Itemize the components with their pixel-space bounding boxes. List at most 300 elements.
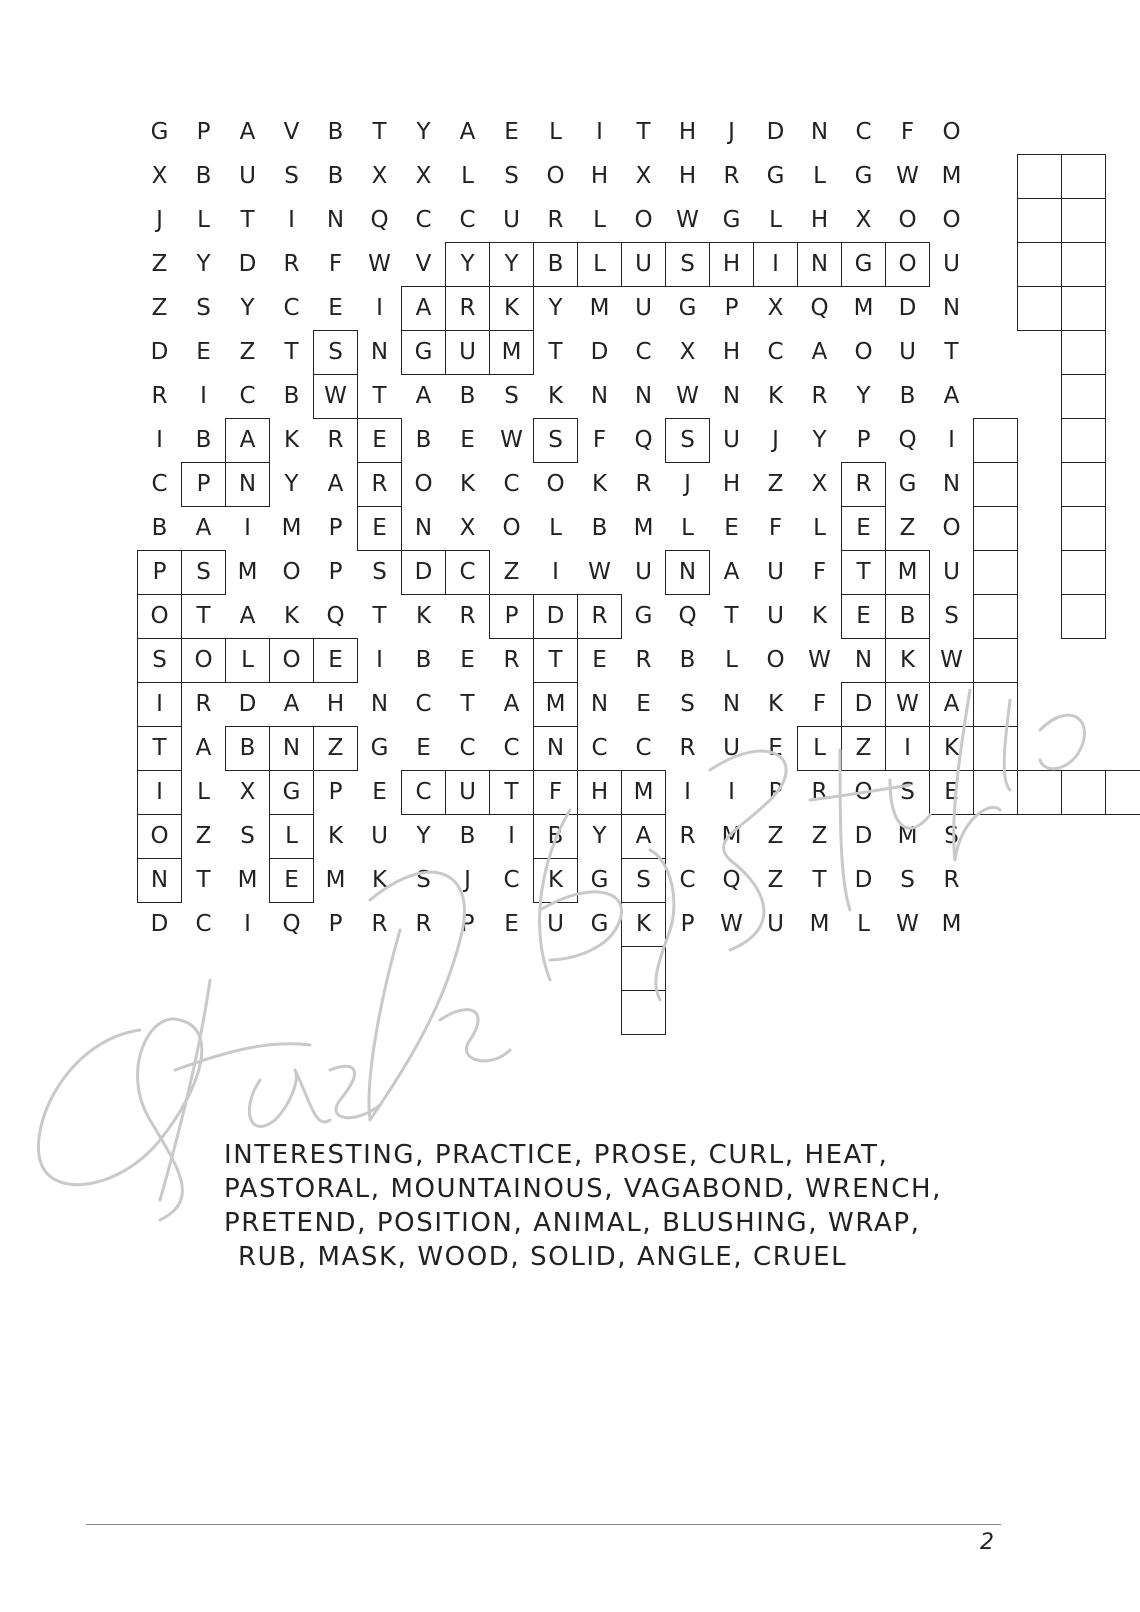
grid-letter: H (810, 207, 829, 233)
grid-letter: O (414, 471, 433, 497)
answer-box (973, 462, 1018, 507)
grid-letter: G (854, 251, 873, 277)
grid-letter: R (811, 779, 828, 805)
grid-letter: T (240, 207, 255, 233)
grid-letter: S (240, 823, 255, 849)
grid-letter: G (854, 163, 873, 189)
grid-letter: N (810, 251, 829, 277)
grid-letter: S (196, 295, 211, 321)
grid-letter: X (415, 163, 432, 189)
grid-letter: N (854, 647, 873, 673)
grid-letter: N (942, 295, 961, 321)
grid-letter: D (590, 339, 609, 365)
grid-letter: U (547, 911, 564, 937)
grid-letter: W (588, 559, 611, 585)
grid-letter: D (854, 823, 873, 849)
grid-letter: J (156, 207, 163, 233)
grid-letter: A (195, 515, 212, 541)
grid-letter: E (372, 427, 387, 453)
grid-letter: X (459, 515, 476, 541)
grid-letter: N (810, 119, 829, 145)
grid-letter: H (678, 163, 697, 189)
grid-letter: T (504, 779, 519, 805)
grid-letter: M (237, 867, 258, 893)
answer-box (973, 418, 1018, 463)
grid-letter: Y (416, 823, 431, 849)
answer-box (1061, 418, 1106, 463)
grid-letter: K (415, 603, 432, 629)
grid-letter: N (370, 691, 389, 717)
footer-divider (86, 1524, 1001, 1525)
grid-letter: K (283, 427, 300, 453)
grid-letter: E (504, 911, 519, 937)
grid-letter: S (548, 427, 563, 453)
grid-letter: K (943, 735, 960, 761)
grid-letter: F (548, 779, 563, 805)
grid-letter: I (156, 427, 163, 453)
grid-letter: G (722, 207, 741, 233)
grid-letter: H (326, 691, 345, 717)
grid-letter: M (589, 295, 610, 321)
grid-letter: J (728, 119, 735, 145)
grid-letter: T (856, 559, 871, 585)
grid-letter: R (811, 383, 828, 409)
grid-letter: E (592, 647, 607, 673)
grid-letter: U (767, 559, 784, 585)
grid-letter: D (150, 911, 169, 937)
grid-letter: C (415, 779, 432, 805)
grid-letter: C (195, 911, 212, 937)
grid-letter: Q (370, 207, 389, 233)
answer-box (1105, 770, 1140, 815)
grid-letter: B (283, 383, 300, 409)
grid-letter: N (370, 339, 389, 365)
grid-letter: R (635, 647, 652, 673)
grid-letter: Q (810, 295, 829, 321)
grid-letter: X (635, 163, 652, 189)
grid-letter: P (768, 779, 783, 805)
grid-letter: S (900, 779, 915, 805)
grid-letter: B (679, 647, 696, 673)
grid-letter: M (633, 779, 654, 805)
grid-letter: U (723, 735, 740, 761)
grid-letter: L (725, 647, 738, 673)
grid-letter: Z (811, 823, 828, 849)
grid-letter: X (811, 471, 828, 497)
grid-letter: Z (767, 867, 784, 893)
answer-box (621, 946, 666, 991)
grid-letter: W (896, 163, 919, 189)
grid-letter: K (327, 823, 344, 849)
grid-letter: G (634, 603, 653, 629)
grid-letter: H (722, 471, 741, 497)
grid-letter: A (239, 427, 256, 453)
grid-letter: Z (239, 339, 256, 365)
grid-letter: R (283, 251, 300, 277)
grid-letter: R (679, 823, 696, 849)
grid-letter: G (898, 471, 917, 497)
grid-letter: Q (898, 427, 917, 453)
grid-letter: T (284, 339, 299, 365)
grid-letter: D (898, 295, 917, 321)
answer-box (973, 594, 1018, 639)
grid-letter: E (856, 515, 871, 541)
grid-letter: A (239, 119, 256, 145)
grid-letter: I (244, 515, 251, 541)
grid-letter: G (150, 119, 169, 145)
grid-letter: L (197, 779, 210, 805)
grid-letter: I (156, 691, 163, 717)
grid-letter: R (415, 911, 432, 937)
grid-letter: T (196, 603, 211, 629)
grid-letter: B (899, 383, 916, 409)
grid-letter: O (546, 163, 565, 189)
grid-letter: Y (812, 427, 827, 453)
grid-letter: L (461, 163, 474, 189)
grid-letter: Q (678, 603, 697, 629)
grid-letter: G (678, 295, 697, 321)
grid-letter: V (283, 119, 300, 145)
grid-letter: R (943, 867, 960, 893)
grid-letter: M (325, 867, 346, 893)
grid-letter: K (547, 867, 564, 893)
answer-box (1061, 506, 1106, 551)
grid-letter: W (896, 911, 919, 937)
grid-letter: R (195, 691, 212, 717)
grid-letter: M (281, 515, 302, 541)
grid-letter: B (151, 515, 168, 541)
grid-letter: X (767, 295, 784, 321)
grid-letter: C (459, 735, 476, 761)
answer-box (1017, 198, 1062, 243)
grid-letter: O (150, 823, 169, 849)
grid-letter: A (415, 383, 432, 409)
answer-box (1061, 462, 1106, 507)
grid-letter: K (459, 471, 476, 497)
grid-letter: C (415, 691, 432, 717)
grid-letter: Q (634, 427, 653, 453)
grid-letter: W (500, 427, 523, 453)
grid-letter: D (854, 691, 873, 717)
grid-letter: L (593, 207, 606, 233)
grid-letter: S (504, 383, 519, 409)
grid-letter: N (326, 207, 345, 233)
grid-letter: N (414, 515, 433, 541)
grid-letter: J (684, 471, 691, 497)
grid-letter: H (722, 339, 741, 365)
grid-letter: E (372, 779, 387, 805)
grid-letter: U (635, 251, 652, 277)
word-list (224, 1138, 1084, 1274)
grid-letter: K (899, 647, 916, 673)
grid-letter: Y (592, 823, 607, 849)
grid-letter: S (680, 691, 695, 717)
grid-letter: I (376, 647, 383, 673)
grid-letter: G (282, 779, 301, 805)
grid-letter: N (590, 383, 609, 409)
grid-letter: U (767, 603, 784, 629)
grid-letter: R (635, 471, 652, 497)
answer-box (973, 682, 1018, 727)
grid-letter: S (680, 251, 695, 277)
grid-letter: P (460, 911, 475, 937)
grid-letter: A (327, 471, 344, 497)
grid-letter: I (288, 207, 295, 233)
grid-letter: O (942, 515, 961, 541)
grid-letter: B (547, 251, 564, 277)
grid-letter: V (415, 251, 432, 277)
grid-letter: E (372, 515, 387, 541)
grid-letter: I (728, 779, 735, 805)
grid-letter: S (504, 163, 519, 189)
grid-letter: E (328, 295, 343, 321)
grid-letter: C (459, 559, 476, 585)
grid-letter: I (200, 383, 207, 409)
grid-letter: B (239, 735, 256, 761)
grid-letter: B (415, 427, 432, 453)
grid-letter: R (503, 647, 520, 673)
grid-letter: L (681, 515, 694, 541)
grid-letter: W (324, 383, 347, 409)
answer-box (1061, 770, 1106, 815)
grid-letter: O (854, 779, 873, 805)
grid-letter: O (634, 207, 653, 233)
grid-letter: C (635, 339, 652, 365)
grid-letter: B (415, 647, 432, 673)
answer-box (1017, 286, 1062, 331)
grid-letter: T (548, 647, 563, 673)
grid-letter: L (197, 207, 210, 233)
grid-letter: A (195, 735, 212, 761)
grid-letter: N (942, 471, 961, 497)
grid-letter: E (636, 691, 651, 717)
grid-letter: W (720, 911, 743, 937)
grid-letter: K (283, 603, 300, 629)
grid-letter: B (327, 119, 344, 145)
grid-letter: E (504, 119, 519, 145)
grid-letter: X (679, 339, 696, 365)
answer-box (973, 550, 1018, 595)
grid-letter: C (503, 735, 520, 761)
grid-letter: I (948, 427, 955, 453)
grid-letter: U (899, 339, 916, 365)
answer-box (1061, 198, 1106, 243)
grid-letter: E (460, 427, 475, 453)
grid-letter: E (196, 339, 211, 365)
grid-letter: C (855, 119, 872, 145)
grid-letter: M (237, 559, 258, 585)
grid-letter: O (898, 251, 917, 277)
grid-letter: K (503, 295, 520, 321)
grid-letter: U (943, 559, 960, 585)
answer-box (973, 506, 1018, 551)
grid-letter: T (724, 603, 739, 629)
grid-letter: E (768, 735, 783, 761)
grid-letter: R (547, 207, 564, 233)
grid-letter: U (767, 911, 784, 937)
grid-letter: D (414, 559, 433, 585)
grid-letter: F (592, 427, 607, 453)
grid-letter: B (459, 383, 476, 409)
grid-letter: S (416, 867, 431, 893)
grid-letter: L (549, 515, 562, 541)
grid-letter: M (501, 339, 522, 365)
grid-letter: S (152, 647, 167, 673)
grid-letter: E (944, 779, 959, 805)
grid-letter: I (244, 911, 251, 937)
grid-letter: R (459, 603, 476, 629)
grid-letter: T (460, 691, 475, 717)
word-list-line: PASTORAL, MOUNTAINOUS, VAGABOND, WRENCH, (224, 1174, 942, 1204)
grid-letter: Z (767, 471, 784, 497)
grid-letter: C (679, 867, 696, 893)
grid-letter: A (415, 295, 432, 321)
grid-letter: D (766, 119, 785, 145)
grid-letter: S (944, 603, 959, 629)
answer-box (621, 990, 666, 1035)
grid-letter: L (593, 251, 606, 277)
grid-letter: B (459, 823, 476, 849)
grid-letter: S (636, 867, 651, 893)
grid-letter: Y (416, 119, 431, 145)
grid-letter: O (854, 339, 873, 365)
grid-letter: J (464, 867, 471, 893)
grid-letter: F (812, 559, 827, 585)
grid-letter: C (503, 867, 520, 893)
grid-letter: C (415, 207, 432, 233)
grid-letter: Z (195, 823, 212, 849)
grid-letter: G (370, 735, 389, 761)
grid-letter: S (900, 867, 915, 893)
grid-letter: R (591, 603, 608, 629)
grid-letter: P (680, 911, 695, 937)
word-list-line: PRETEND, POSITION, ANIMAL, BLUSHING, WRAP, (224, 1208, 921, 1238)
grid-letter: C (767, 339, 784, 365)
grid-letter: X (371, 163, 388, 189)
grid-letter: H (678, 119, 697, 145)
grid-letter: K (767, 691, 784, 717)
answer-box (1061, 242, 1106, 287)
grid-letter: S (284, 163, 299, 189)
grid-letter: T (812, 867, 827, 893)
grid-letter: W (676, 383, 699, 409)
answer-box (1017, 242, 1062, 287)
grid-letter: S (944, 823, 959, 849)
grid-letter: M (897, 823, 918, 849)
answer-box (1017, 770, 1062, 815)
answer-box (1061, 550, 1106, 595)
grid-letter: H (722, 251, 741, 277)
grid-letter: R (151, 383, 168, 409)
grid-letter: A (943, 383, 960, 409)
grid-letter: I (156, 779, 163, 805)
grid-letter: I (684, 779, 691, 805)
answer-box (1061, 594, 1106, 639)
grid-letter: K (811, 603, 828, 629)
grid-letter: P (152, 559, 167, 585)
grid-letter: B (547, 823, 564, 849)
grid-letter: N (634, 383, 653, 409)
grid-letter: L (813, 735, 826, 761)
grid-letter: L (813, 163, 826, 189)
grid-letter: Q (722, 867, 741, 893)
grid-letter: A (503, 691, 520, 717)
grid-letter: G (590, 867, 609, 893)
grid-letter: N (150, 867, 169, 893)
grid-letter: L (285, 823, 298, 849)
grid-letter: R (855, 471, 872, 497)
page-number: 2 (980, 1530, 994, 1555)
grid-letter: P (328, 911, 343, 937)
grid-letter: M (941, 163, 962, 189)
grid-letter: H (590, 779, 609, 805)
grid-letter: Z (151, 251, 168, 277)
grid-letter: T (548, 339, 563, 365)
grid-letter: O (942, 207, 961, 233)
grid-letter: B (899, 603, 916, 629)
grid-letter: B (195, 427, 212, 453)
grid-letter: M (853, 295, 874, 321)
grid-letter: F (812, 691, 827, 717)
grid-letter: W (368, 251, 391, 277)
grid-letter: O (194, 647, 213, 673)
grid-letter: Y (460, 251, 475, 277)
grid-letter: W (808, 647, 831, 673)
grid-letter: M (633, 515, 654, 541)
answer-box (1061, 154, 1106, 199)
answer-box (973, 726, 1018, 771)
grid-letter: Z (767, 823, 784, 849)
grid-letter: U (459, 339, 476, 365)
grid-letter: B (327, 163, 344, 189)
grid-letter: B (591, 515, 608, 541)
grid-letter: T (944, 339, 959, 365)
grid-letter: E (724, 515, 739, 541)
grid-letter: R (679, 735, 696, 761)
grid-letter: U (635, 559, 652, 585)
grid-letter: I (596, 119, 603, 145)
grid-letter: N (238, 471, 257, 497)
grid-letter: A (811, 339, 828, 365)
grid-letter: Z (327, 735, 344, 761)
grid-letter: Q (282, 911, 301, 937)
grid-letter: I (772, 251, 779, 277)
grid-letter: C (283, 295, 300, 321)
grid-letter: U (635, 295, 652, 321)
grid-letter: A (283, 691, 300, 717)
answer-box (973, 770, 1018, 815)
grid-letter: C (503, 471, 520, 497)
grid-letter: O (282, 559, 301, 585)
grid-letter: A (635, 823, 652, 849)
grid-letter: J (772, 427, 779, 453)
grid-letter: O (942, 119, 961, 145)
grid-letter: E (856, 603, 871, 629)
grid-letter: S (372, 559, 387, 585)
grid-letter: L (241, 647, 254, 673)
grid-letter: G (590, 911, 609, 937)
grid-letter: C (239, 383, 256, 409)
grid-letter: Z (503, 559, 520, 585)
answer-box (1017, 154, 1062, 199)
grid-letter: T (372, 383, 387, 409)
grid-letter: C (591, 735, 608, 761)
grid-letter: M (941, 911, 962, 937)
grid-letter: M (545, 691, 566, 717)
grid-letter: E (284, 867, 299, 893)
grid-letter: G (414, 339, 433, 365)
grid-letter: P (196, 471, 211, 497)
